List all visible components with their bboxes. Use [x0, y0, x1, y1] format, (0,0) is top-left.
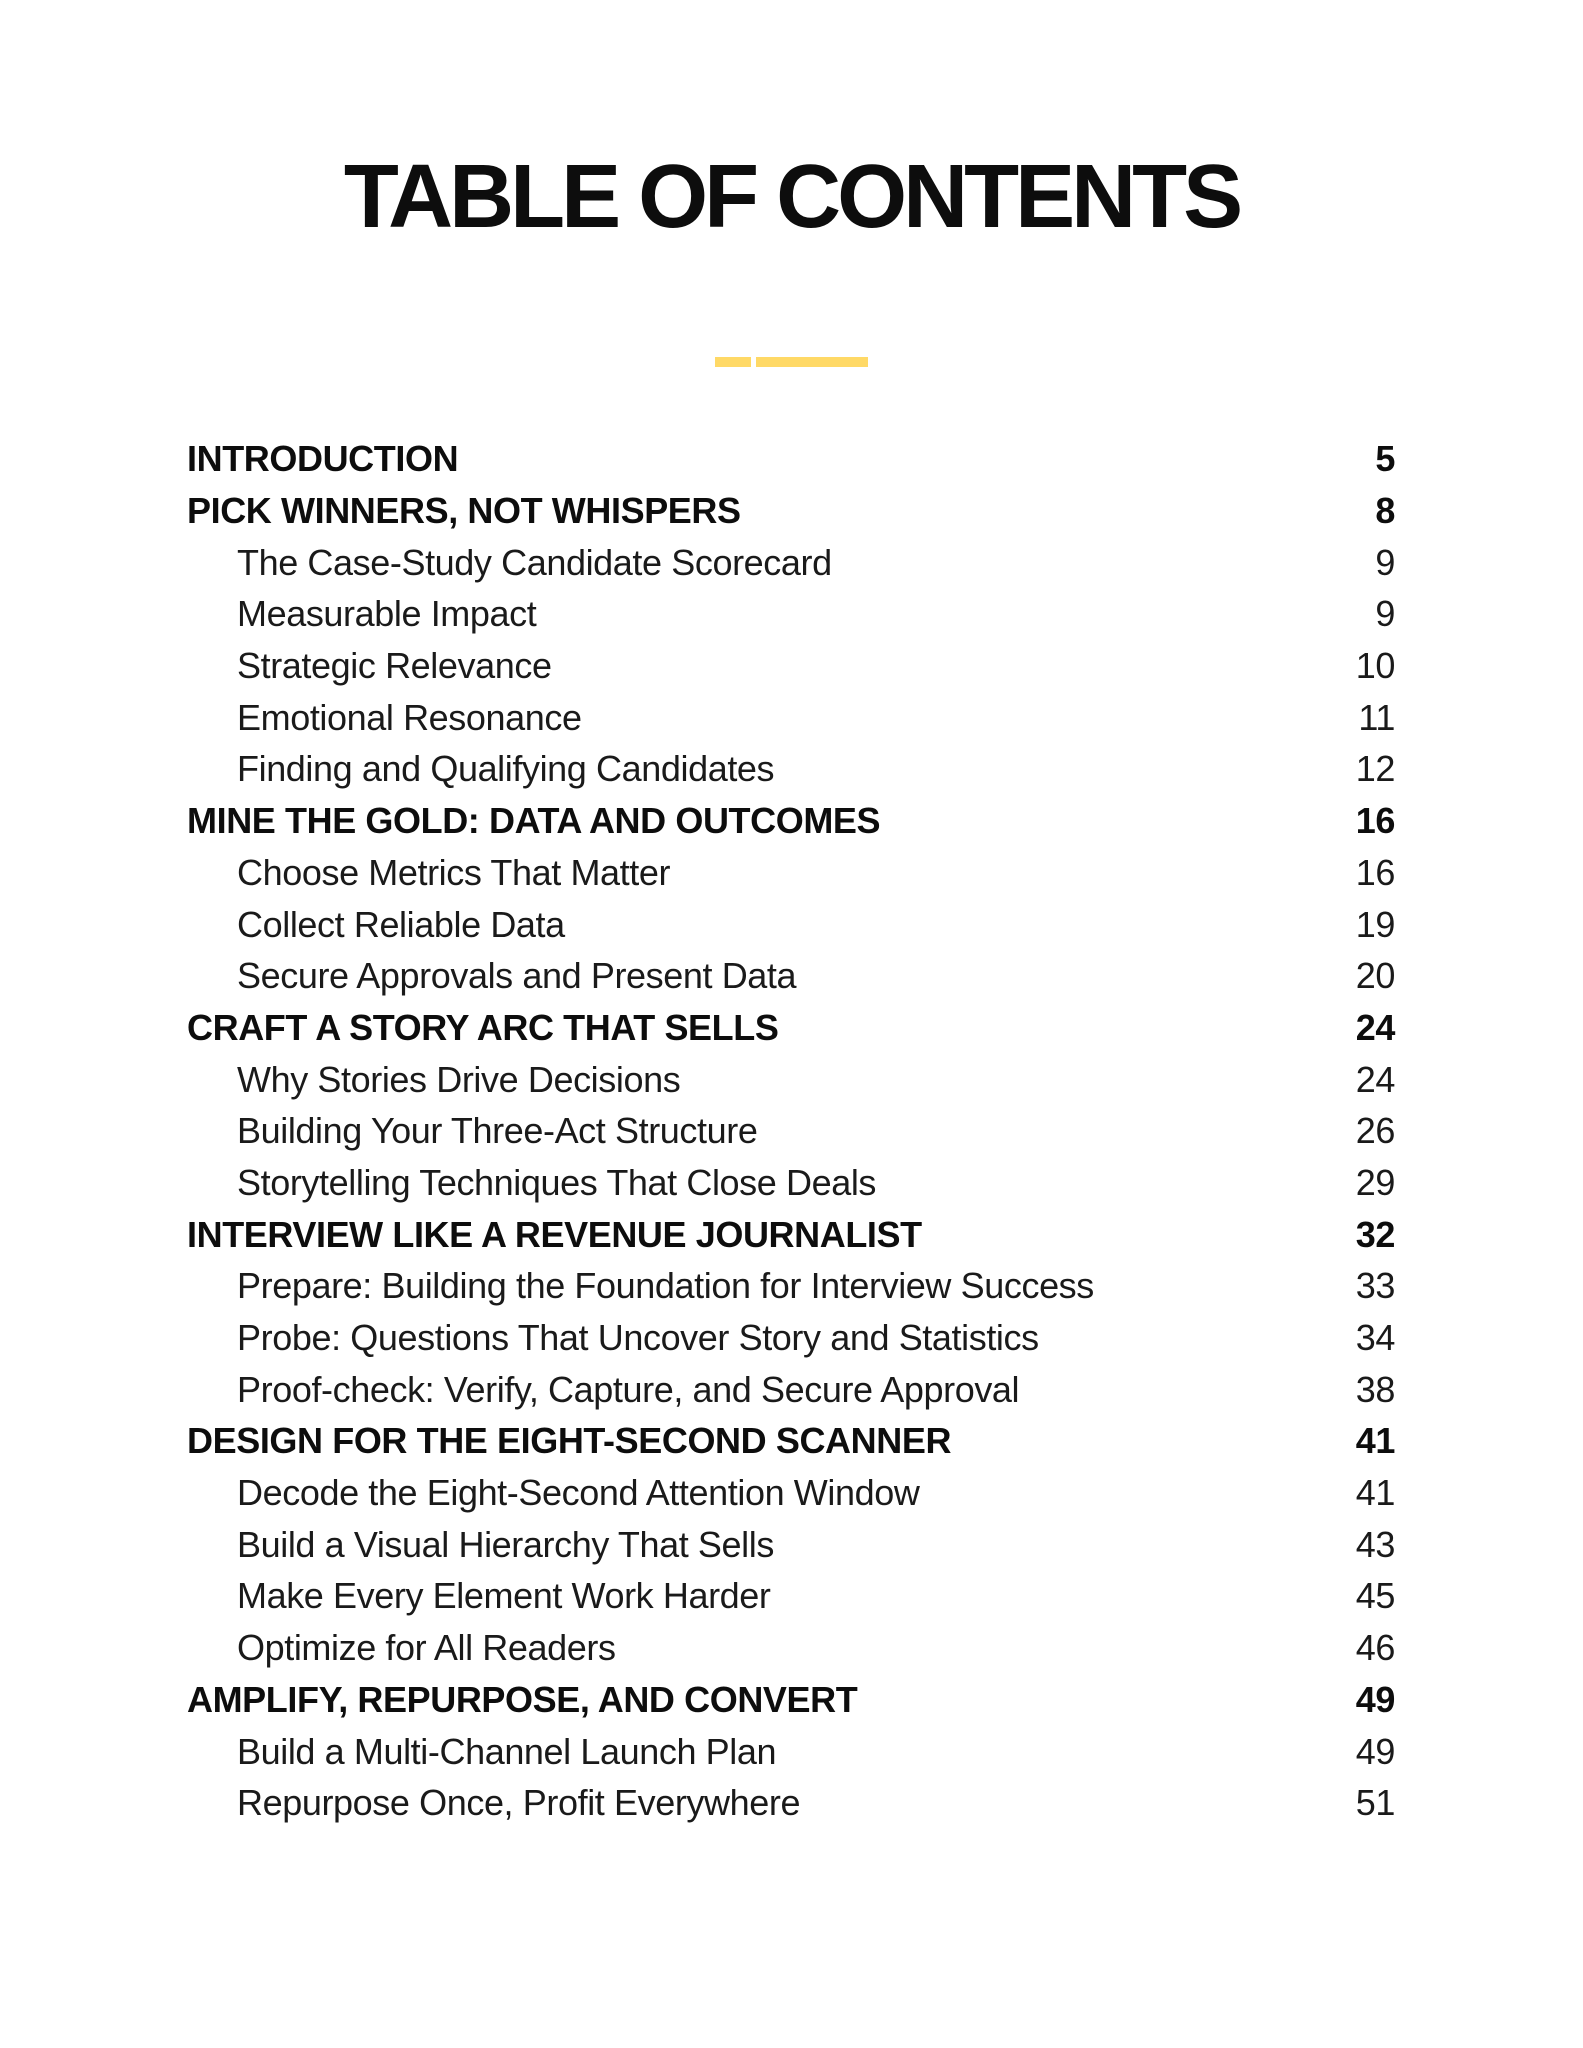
toc-entry-page: 49 — [1355, 1678, 1395, 1720]
toc-list — [187, 434, 1395, 1830]
toc-entry-page: 26 — [1355, 1110, 1395, 1152]
toc-section-row — [187, 692, 1395, 744]
toc-entry-page: 16 — [1355, 800, 1395, 842]
toc-entry-label: Collect Reliable Data — [237, 903, 565, 945]
toc-entry-label: Why Stories Drive Decisions — [237, 1058, 681, 1100]
toc-entry-page: 46 — [1355, 1627, 1395, 1669]
toc-section-row — [187, 1519, 1395, 1571]
toc-entry-page: 41 — [1355, 1420, 1395, 1462]
toc-chapter-row — [187, 485, 1395, 537]
toc-entry-label: Measurable Impact — [237, 593, 537, 635]
toc-entry-label: Repurpose Once, Profit Everywhere — [237, 1782, 801, 1824]
toc-chapter-row — [187, 434, 1395, 486]
toc-entry-label: DESIGN FOR THE EIGHT-SECOND SCANNER — [187, 1420, 952, 1462]
toc-entry-page: 19 — [1355, 903, 1395, 945]
toc-entry-label: Emotional Resonance — [237, 696, 582, 738]
toc-section-row — [187, 537, 1395, 589]
toc-entry-label: INTRODUCTION — [187, 438, 459, 480]
toc-entry-label: Probe: Questions That Uncover Story and Statistics — [237, 1317, 1039, 1359]
toc-section-row — [187, 950, 1395, 1002]
toc-entry-label: MINE THE GOLD: DATA AND OUTCOMES — [187, 800, 881, 842]
toc-entry-page: 32 — [1355, 1213, 1395, 1255]
title-divider — [0, 357, 1583, 367]
toc-chapter-row — [187, 1209, 1395, 1261]
toc-entry-page: 24 — [1355, 1058, 1395, 1100]
toc-entry-page: 24 — [1355, 1006, 1395, 1048]
toc-chapter-row — [187, 1674, 1395, 1726]
toc-section-row — [187, 1571, 1395, 1623]
toc-section-row — [187, 847, 1395, 899]
toc-entry-label: Choose Metrics That Matter — [237, 851, 671, 893]
toc-entry-label: Prepare: Building the Foundation for Interview Success — [237, 1265, 1094, 1307]
toc-entry-label: PICK WINNERS, NOT WHISPERS — [187, 490, 741, 532]
toc-section-row — [187, 744, 1395, 796]
toc-entry-page: 41 — [1355, 1472, 1395, 1514]
toc-entry-page: 51 — [1355, 1782, 1395, 1824]
toc-section-row — [187, 1054, 1395, 1106]
toc-section-row — [187, 1157, 1395, 1209]
toc-section-row — [187, 899, 1395, 951]
toc-entry-label: Build a Visual Hierarchy That Sells — [237, 1523, 774, 1565]
toc-section-row — [187, 1105, 1395, 1157]
toc-section-row — [187, 1364, 1395, 1416]
toc-chapter-row — [187, 795, 1395, 847]
divider-segment — [756, 357, 868, 367]
toc-entry-label: Finding and Qualifying Candidates — [237, 748, 775, 790]
toc-section-row — [187, 1312, 1395, 1364]
toc-chapter-row — [187, 1002, 1395, 1054]
toc-section-row — [187, 1777, 1395, 1829]
toc-page — [0, 147, 1583, 2048]
toc-chapter-row — [187, 1416, 1395, 1468]
toc-entry-label: Proof-check: Verify, Capture, and Secure Approval — [237, 1368, 1020, 1410]
toc-entry-label: Storytelling Techniques That Close Deals — [237, 1161, 877, 1203]
toc-entry-label: Optimize for All Readers — [237, 1627, 616, 1669]
toc-entry-page: 10 — [1355, 645, 1395, 687]
toc-entry-label: INTERVIEW LIKE A REVENUE JOURNALIST — [187, 1213, 922, 1255]
toc-section-row — [187, 1622, 1395, 1674]
toc-entry-page: 16 — [1355, 851, 1395, 893]
toc-entry-page: 29 — [1355, 1161, 1395, 1203]
toc-entry-label: Strategic Relevance — [237, 645, 552, 687]
toc-entry-label: The Case-Study Candidate Scorecard — [237, 541, 832, 583]
toc-entry-page: 11 — [1358, 696, 1395, 738]
toc-entry-page: 34 — [1355, 1317, 1395, 1359]
toc-entry-page: 49 — [1355, 1730, 1395, 1772]
toc-entry-page: 5 — [1375, 438, 1395, 480]
page-title: TABLE OF CONTENTS — [343, 147, 1240, 247]
divider-segment — [715, 357, 751, 367]
toc-entry-page: 9 — [1375, 593, 1395, 635]
toc-section-row — [187, 1467, 1395, 1519]
toc-entry-label: CRAFT A STORY ARC THAT SELLS — [187, 1006, 779, 1048]
toc-entry-page: 20 — [1355, 955, 1395, 997]
toc-entry-label: Secure Approvals and Present Data — [237, 955, 797, 997]
toc-entry-page: 8 — [1375, 490, 1395, 532]
toc-entry-page: 9 — [1375, 541, 1395, 583]
toc-section-row — [187, 1726, 1395, 1778]
toc-entry-page: 43 — [1355, 1523, 1395, 1565]
toc-entry-page: 33 — [1355, 1265, 1395, 1307]
toc-entry-label: Decode the Eight-Second Attention Window — [237, 1472, 920, 1514]
toc-entry-page: 45 — [1355, 1575, 1395, 1617]
toc-section-row — [187, 589, 1395, 641]
toc-entry-label: Make Every Element Work Harder — [237, 1575, 771, 1617]
toc-entry-page: 38 — [1355, 1368, 1395, 1410]
toc-entry-label: Build a Multi-Channel Launch Plan — [237, 1730, 777, 1772]
toc-section-row — [187, 640, 1395, 692]
toc-entry-page: 12 — [1355, 748, 1395, 790]
toc-section-row — [187, 1261, 1395, 1313]
toc-entry-label: Building Your Three-Act Structure — [237, 1110, 758, 1152]
toc-entry-label: AMPLIFY, REPURPOSE, AND CONVERT — [187, 1678, 858, 1720]
